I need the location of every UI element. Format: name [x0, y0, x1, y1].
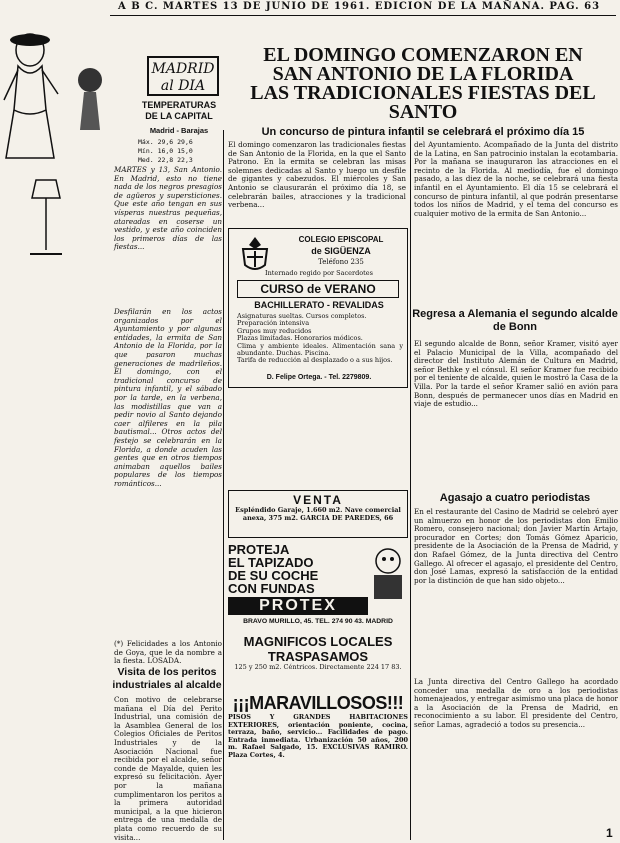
protex-line2: EL TAPIZADO — [228, 555, 314, 570]
venta-ad — [228, 490, 408, 538]
list-item: Clima y ambiente ideales. Alimentación sana y abundante. Duchas. Piscina. — [237, 341, 403, 358]
headline-line3: LAS TRADICIONALES FIESTAS DEL — [250, 82, 596, 104]
venta-title: VENTA — [293, 493, 343, 507]
maravillosos-text: PISOS Y GRANDES HABITACIONES EXTERIORES, orientación poniente, cocina, terraza, baño, servicio... Facilidades de pago. Entrada inmediata. Urbanización 50 años, 200 m. Rafael Salgado, 15. EXCLUSIVAS RAMIRO. Plaza Cortes, 4. — [228, 713, 408, 759]
list-item: Tarifa de reducción al desplazado o a sus hijos. — [237, 356, 393, 365]
driver-icon — [368, 545, 408, 603]
right-column-top: del Ayuntamiento. Acompañado de la Junta del distrito de la Latina, en San patrocinio instalan la ecotambaria. Por la mañana se inauguraron las atracciones en el recinto de la Florida. Al mediodía, fue el domingo pasado, a las diez de la noche, se celebrará una fiesta infantil en el Ayuntamiento. El día 15 se celebrará el concurso de pintura infantil, al que podrán presentarse todos los niños de Madrid, y el tema del concurso es cualquier motivo de la ermita de San Antonio... — [414, 140, 618, 218]
bonn-heading: Regresa a Alemania el segundo alcalde de Bonn — [412, 308, 618, 333]
colegio-phone: Teléfono 235 — [318, 258, 364, 266]
protex-line3: DE SU COCHE — [228, 568, 319, 583]
colegio-subtitle: Internado regido por Sacerdotes — [265, 269, 373, 277]
temperature-heading — [138, 100, 220, 122]
temp-heading-line1: TEMPERATURAS — [141, 100, 217, 110]
headline-line2: SAN ANTONIO DE LA FLORIDA — [272, 63, 574, 85]
agasajo-article: En el restaurante del Casino de Madrid se celebró ayer un almuerzo en honor de los periodistas don Emilio Romero, consejero nacional; don Javier Martín Artajo, procurador en Cortes; don Tomás Gómez Aparicio, presidente de la Asociación de la Prensa de Madrid, y don Rafael Gómez, de la Junta directiva del Centro Gallego. Al ofrecer el agasajo, el presidente del Centro, don José Lamas, expresó la satisfacción de la entidad por la distinción de que han sido objeto... — [414, 507, 618, 585]
bachillerato-line: BACHILLERATO - REVALIDAS — [254, 300, 384, 310]
centro-gallego-article: La Junta directiva del Centro Gallego ha acordado conceder una medalla de oro a los periodistas homenajeados, y entregar asimismo una placa de honor a la Asociación de la Prensa de Madrid, en reconocimiento a su labor. El presidente del Centro, señor Lamas, agradeció a todos su presencia... — [414, 677, 618, 729]
colegio-bullets — [237, 313, 403, 371]
temp-row: Med. 22,8 22,3 — [138, 156, 193, 164]
header-rule — [110, 15, 616, 16]
venta-text: Espléndido Garaje, 1.660 m2. Nave comercial anexa, 375 m2. GARCIA DE PAREDES, 66 — [235, 506, 401, 522]
page-number: 1 — [606, 826, 613, 840]
colegio-name: COLEGIO EPISCOPAL — [298, 235, 384, 244]
protex-line1: PROTEJA — [228, 542, 290, 557]
protex-ad — [228, 543, 408, 631]
column-rule-right — [410, 130, 411, 840]
temp-row: Máx. 29,6 29,6 — [138, 138, 193, 146]
box-title-line1: MADRID — [151, 61, 215, 77]
locales-ad — [228, 634, 408, 690]
protex-line4: CON FUNDAS — [228, 581, 315, 596]
protex-brand: PROTEX — [228, 597, 368, 615]
peritos-heading: Visita de los peritos industriales al alcalde — [112, 666, 222, 691]
maravillosos-ad — [228, 693, 408, 839]
colegio-ad — [228, 228, 408, 388]
list-item: Plazas limitadas. Honorarios módicos. — [237, 334, 363, 343]
headline-line1: EL DOMINGO COMENZARON EN — [263, 44, 583, 66]
protex-address: BRAVO MURILLO, 45. TEL. 274 90 43. MADRID — [243, 618, 393, 625]
temp-heading-line2: DE LA CAPITAL — [145, 111, 213, 121]
colegio-city: de SIGÜENZA — [311, 246, 371, 256]
left-column-footer-note: (*) Felicidades a los Antonio de Goya, que le da nombre a la fiesta. LOSADA. — [114, 639, 222, 666]
locales-line2: TRASPASAMOS — [267, 649, 369, 664]
woman-illustration — [0, 20, 110, 165]
subheadline: Un concurso de pintura infantil se celebrará el próximo día 15 — [261, 126, 585, 138]
main-headline — [226, 46, 620, 122]
list-item: Preparación intensiva — [237, 319, 310, 328]
locales-line3: 125 y 250 m2. Céntricos. Directamente 224 17 83. — [234, 663, 402, 671]
madrid-al-dia-box — [147, 56, 219, 96]
lamp-illustration — [0, 170, 108, 260]
colegio-contact: D. Felipe Ortega. - Tel. 2279809. — [266, 374, 372, 381]
left-column-body: Desfilarán en los actos organizados por el Ayuntamiento y por algunas entidades, la ermita de San Antonio de la Florida, por la que pasaron muchas generaciones de madrileños. El domingo, con el tradicional concurso de pintura infantil, y el sábado por la tarde, en la verbena, las modistillas que van a pedir novio al Santo dejando caer alfileres en la pila bautismal... Otros actos del festejo se celebrarán en la Florida, a donde acuden las gentes que en otros tiempos animaban aquellos bailes populares de los tiempos románticos... — [114, 307, 222, 488]
peritos-article: Con motivo de celebrarse mañana el Día del Perito Industrial, una comisión de la Asamblea General de los Colegios Oficiales de Peritos Industriales y de la Asociación Nacional fue recibida por el alcalde, señor conde de Mayalde, quien les expresó su felicitación. Ayer por la mañana cumplimentaron los peritos a la primera autoridad municipal, a la que hicieron entrega de una medalla de plata como recuerdo de su visita... — [114, 695, 222, 842]
temperature-columns: Madrid - Barajas — [149, 126, 209, 135]
box-title-line2: al DIA — [160, 78, 206, 94]
list-item: Grupos muy reducidos — [237, 326, 312, 335]
headline-line4: SANTO — [388, 101, 458, 123]
locales-line1: MAGNIFICOS LOCALES — [243, 634, 393, 649]
maravillosos-headline: ¡¡¡MARAVILLOSOS!!! — [232, 693, 404, 713]
center-article: El domingo comenzaron las tradicionales fiestas de San Antonio de la Florida, en la que el Santo Patrono. En la ermita se celebran las misas solemnes dedicadas al Santo y luego un desfile de gigantes y cabezudos. El miércoles y San Antonio se clausurarán el próximo día 18, se celebrarán bailes, atracciones y la tradicional verbena... — [228, 140, 406, 210]
temperature-table — [138, 138, 220, 165]
running-head: A B C. MARTES 13 DE JUNIO DE 1961. EDICION DE LA MAÑANA. PAG. 63 — [118, 1, 601, 12]
bonn-article: El segundo alcalde de Bonn, señor Kramer, visitó ayer el Palacio Municipal de la Villa, acompañado del director del Instituto Alemán de Cultura en Madrid, señor Bethke y el cónsul. El señor Kramer fue recibido por el teniente de alcalde, quien le mostró la Casa de la Villa. Por la tarde el señor Kramer salió en avión para Bonn, después de permanecer unos días en Madrid en viaje de estudio... — [414, 339, 618, 409]
temp-row: Mín. 16,0 15,0 — [138, 147, 193, 155]
curso-verano-banner: CURSO de VERANO — [237, 280, 399, 298]
list-item: Asignaturas sueltas. Cursos completos. — [237, 312, 367, 320]
column-rule-left — [223, 130, 224, 840]
left-column-lede: MARTES y 13, San Antonio. En Madrid, esto no tiene nada de los negros presagios de agüeros y supersticiones. Que este año tengan en sus vísperas nuestras pequeñas, atareadas en coserse un vestido, y este año coinciden los primeros días de las fiestas... — [114, 165, 222, 252]
agasajo-heading: Agasajo a cuatro periodistas — [439, 492, 591, 504]
